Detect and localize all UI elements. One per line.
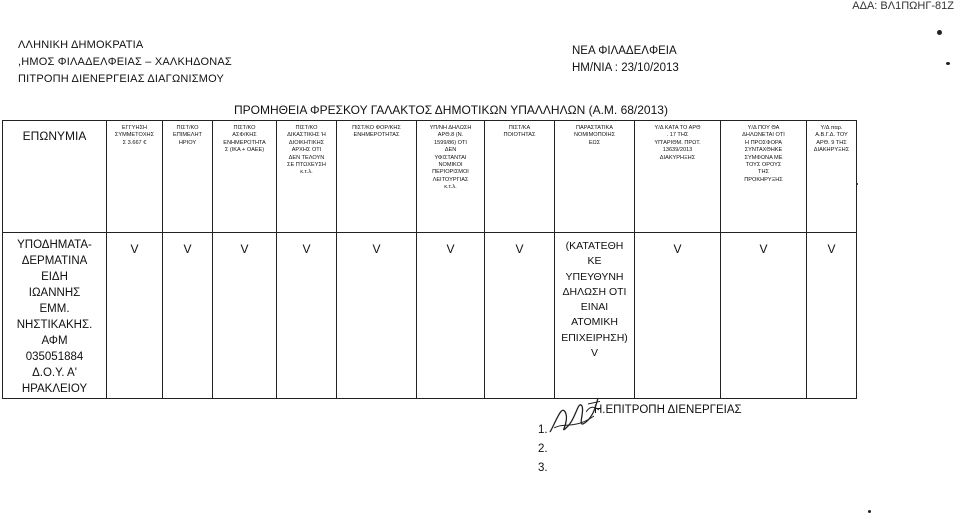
header-left-line-2: ,ΗΜΟΣ ΦΙΛΑΔΕΛΦΕΙΑΣ – ΧΑΛΚΗΔΟΝΑΣ bbox=[18, 56, 232, 68]
scan-speck bbox=[856, 183, 858, 185]
column-header: ΠΑΡΑΣΤΑΤΙΚΑ ΝΟΜΙΜΟΠΟΙΗΣ ΕΩΣ bbox=[555, 121, 635, 233]
column-header: ΥΠ/ΝΗ ΔΗΛΩΣΗ ΑΡΘ.8 (Ν. 1599/86) ΟΤΙ ΔΕΝ ΥΦΙΣΤΑΝΤΑΙ ΝΟΜΙΚΟΙ ΠΕΡΙΟΡΙΣΜΟΙ ΛΕΙΤΟΥΡΓΙΑΣ κ.τ.λ. bbox=[417, 121, 485, 233]
column-header: ΠΙΣΤ/ΚΟ ΦΟΡ/ΚΗΣ ΕΝΗΜΕΡΟΤΗΤΑΣ bbox=[337, 121, 417, 233]
signature-line-3: 3. bbox=[538, 462, 548, 474]
check-mark: V bbox=[163, 233, 213, 399]
column-header: ΠΙΣΤ/ΚΟ ΕΠΙΜΕΛΗΤ ΗΡΙΟΥ bbox=[163, 121, 213, 233]
check-mark: V bbox=[107, 233, 163, 399]
signature-flourish bbox=[586, 404, 600, 416]
check-mark: V bbox=[417, 233, 485, 399]
header-row bbox=[3, 121, 857, 233]
check-mark: V bbox=[807, 233, 857, 399]
handwritten-signature bbox=[548, 392, 600, 440]
check-mark: V bbox=[635, 233, 721, 399]
scan-speck bbox=[868, 510, 871, 513]
column-header: Υ/Δ ΠΟΥ ΘΑ ΔΗΛΩΝΕΤΑΙ ΟΤΙ Η ΠΡΟΣΦΟΡΑ ΣΥΝΤΑΧΘΗΚΕ ΣΥΜΦΩΝΑ ΜΕ ΤΟΥΣ ΟΡΟΥΣ ΤΗΣ ΠΡΟΚΗΡΥΞΗΣ bbox=[721, 121, 807, 233]
signature-line-2: 2. bbox=[538, 443, 548, 455]
committee-heading: Η.ΕΠΙΤΡΟΠΗ ΔΙΕΝΕΡΓΕΙΑΣ bbox=[594, 404, 742, 416]
check-mark: V bbox=[277, 233, 337, 399]
check-mark: V bbox=[485, 233, 555, 399]
header-right-line-2: ΗΜ/ΝΙΑ : 23/10/2013 bbox=[572, 62, 679, 74]
header-right-line-1: ΝΕΑ ΦΙΛΑΔΕΛΦΕΙΑ bbox=[572, 45, 677, 57]
bid-evaluation-table bbox=[2, 120, 857, 399]
bidder-name-cell: ΥΠΟΔΗΜΑΤΑ- ΔΕΡΜΑΤΙΝΑ ΕΙΔΗ ΙΩΑΝΝΗΣ ΕΜΜ. ΝΗΣΤΙΚΑΚΗΣ. ΑΦΜ 035051884 Δ.Ο.Υ. Α' ΗΡΑΚΛΕΙΟΥ bbox=[3, 233, 107, 399]
column-header: ΕΓΓΥΗΣΗ ΣΥΜΜΕΤΟΧΗΣ Σ 3.667 € bbox=[107, 121, 163, 233]
check-mark: V bbox=[337, 233, 417, 399]
scan-speck bbox=[946, 62, 950, 65]
column-header: Υ/Δ παρ. Α.Β.Γ.Δ. ΤΟΥ ΑΡΘ. 9 ΤΗΣ ΔΙΑΚΗΡΥΞΗΣ bbox=[807, 121, 857, 233]
scan-speck bbox=[937, 30, 942, 35]
header-left-line-1: ΛΛΗΝΙΚΗ ΔΗΜΟΚΡΑΤΙΑ bbox=[18, 39, 144, 51]
column-header: ΠΙΣΤ/ΚΑ ΠΟΙΟΤΗΤΑΣ bbox=[485, 121, 555, 233]
column-header: Υ/Δ ΚΑΤΑ ΤΟ ΑΡΘ . 17 ΤΗΣ ΥΠ'ΑΡΙΘΜ. ΠΡΩΤ. 13639/2013 ΔΙΑΚΥΡΗΞΗΣ bbox=[635, 121, 721, 233]
row-header-cell: ΕΠΩΝΥΜΙΑ bbox=[3, 121, 107, 233]
bidder-row bbox=[3, 233, 857, 399]
document-title: ΠΡΟΜΗΘΕΙΑ ΦΡΕΣΚΟΥ ΓΑΛΑΚΤΟΣ ΔΗΜΟΤΙΚΩΝ ΥΠΑΛΛΗΛΩΝ (Α.Μ. 68/2013) bbox=[234, 103, 668, 117]
signature-line-1: 1. bbox=[538, 424, 548, 436]
column-header: ΠΙΣΤ/ΚΟ ΑΣΦ/ΚΗΣ ΕΝΗΜΕΡΟΤΗΤΑ Σ (ΙΚΑ + ΟΑΕΕ) bbox=[213, 121, 277, 233]
check-mark: V bbox=[721, 233, 807, 399]
legalization-note: (ΚΑΤΑΤΕΘΗ ΚΕ ΥΠΕΥΘΥΝΗ ΔΗΛΩΣΗ ΟΤΙ ΕΙΝΑΙ ΑΤΟΜΙΚΗ ΕΠΙΧΕΙΡΗΣΗ) V bbox=[555, 233, 635, 399]
ada-code: ΑΔΑ: ΒΛ1ΠΩΗΓ-81Ζ bbox=[852, 0, 954, 12]
check-mark: V bbox=[213, 233, 277, 399]
header-left-line-3: ΠΙΤΡΟΠΗ ΔΙΕΝΕΡΓΕΙΑΣ ΔΙΑΓΩΝΙΣΜΟΥ bbox=[18, 73, 225, 85]
column-header: ΠΙΣΤ/ΚΟ ΔΙΚΑΣΤΙΚΗΣ Ή ΔΙΟΙΚΗΤΙΚΗΣ ΑΡΧΗΣ ΟΤΙ ΔΕΝ ΤΕΛΟΥΝ ΣΕ ΠΤΩΧΕΥΣΗ κ.τ.λ. bbox=[277, 121, 337, 233]
